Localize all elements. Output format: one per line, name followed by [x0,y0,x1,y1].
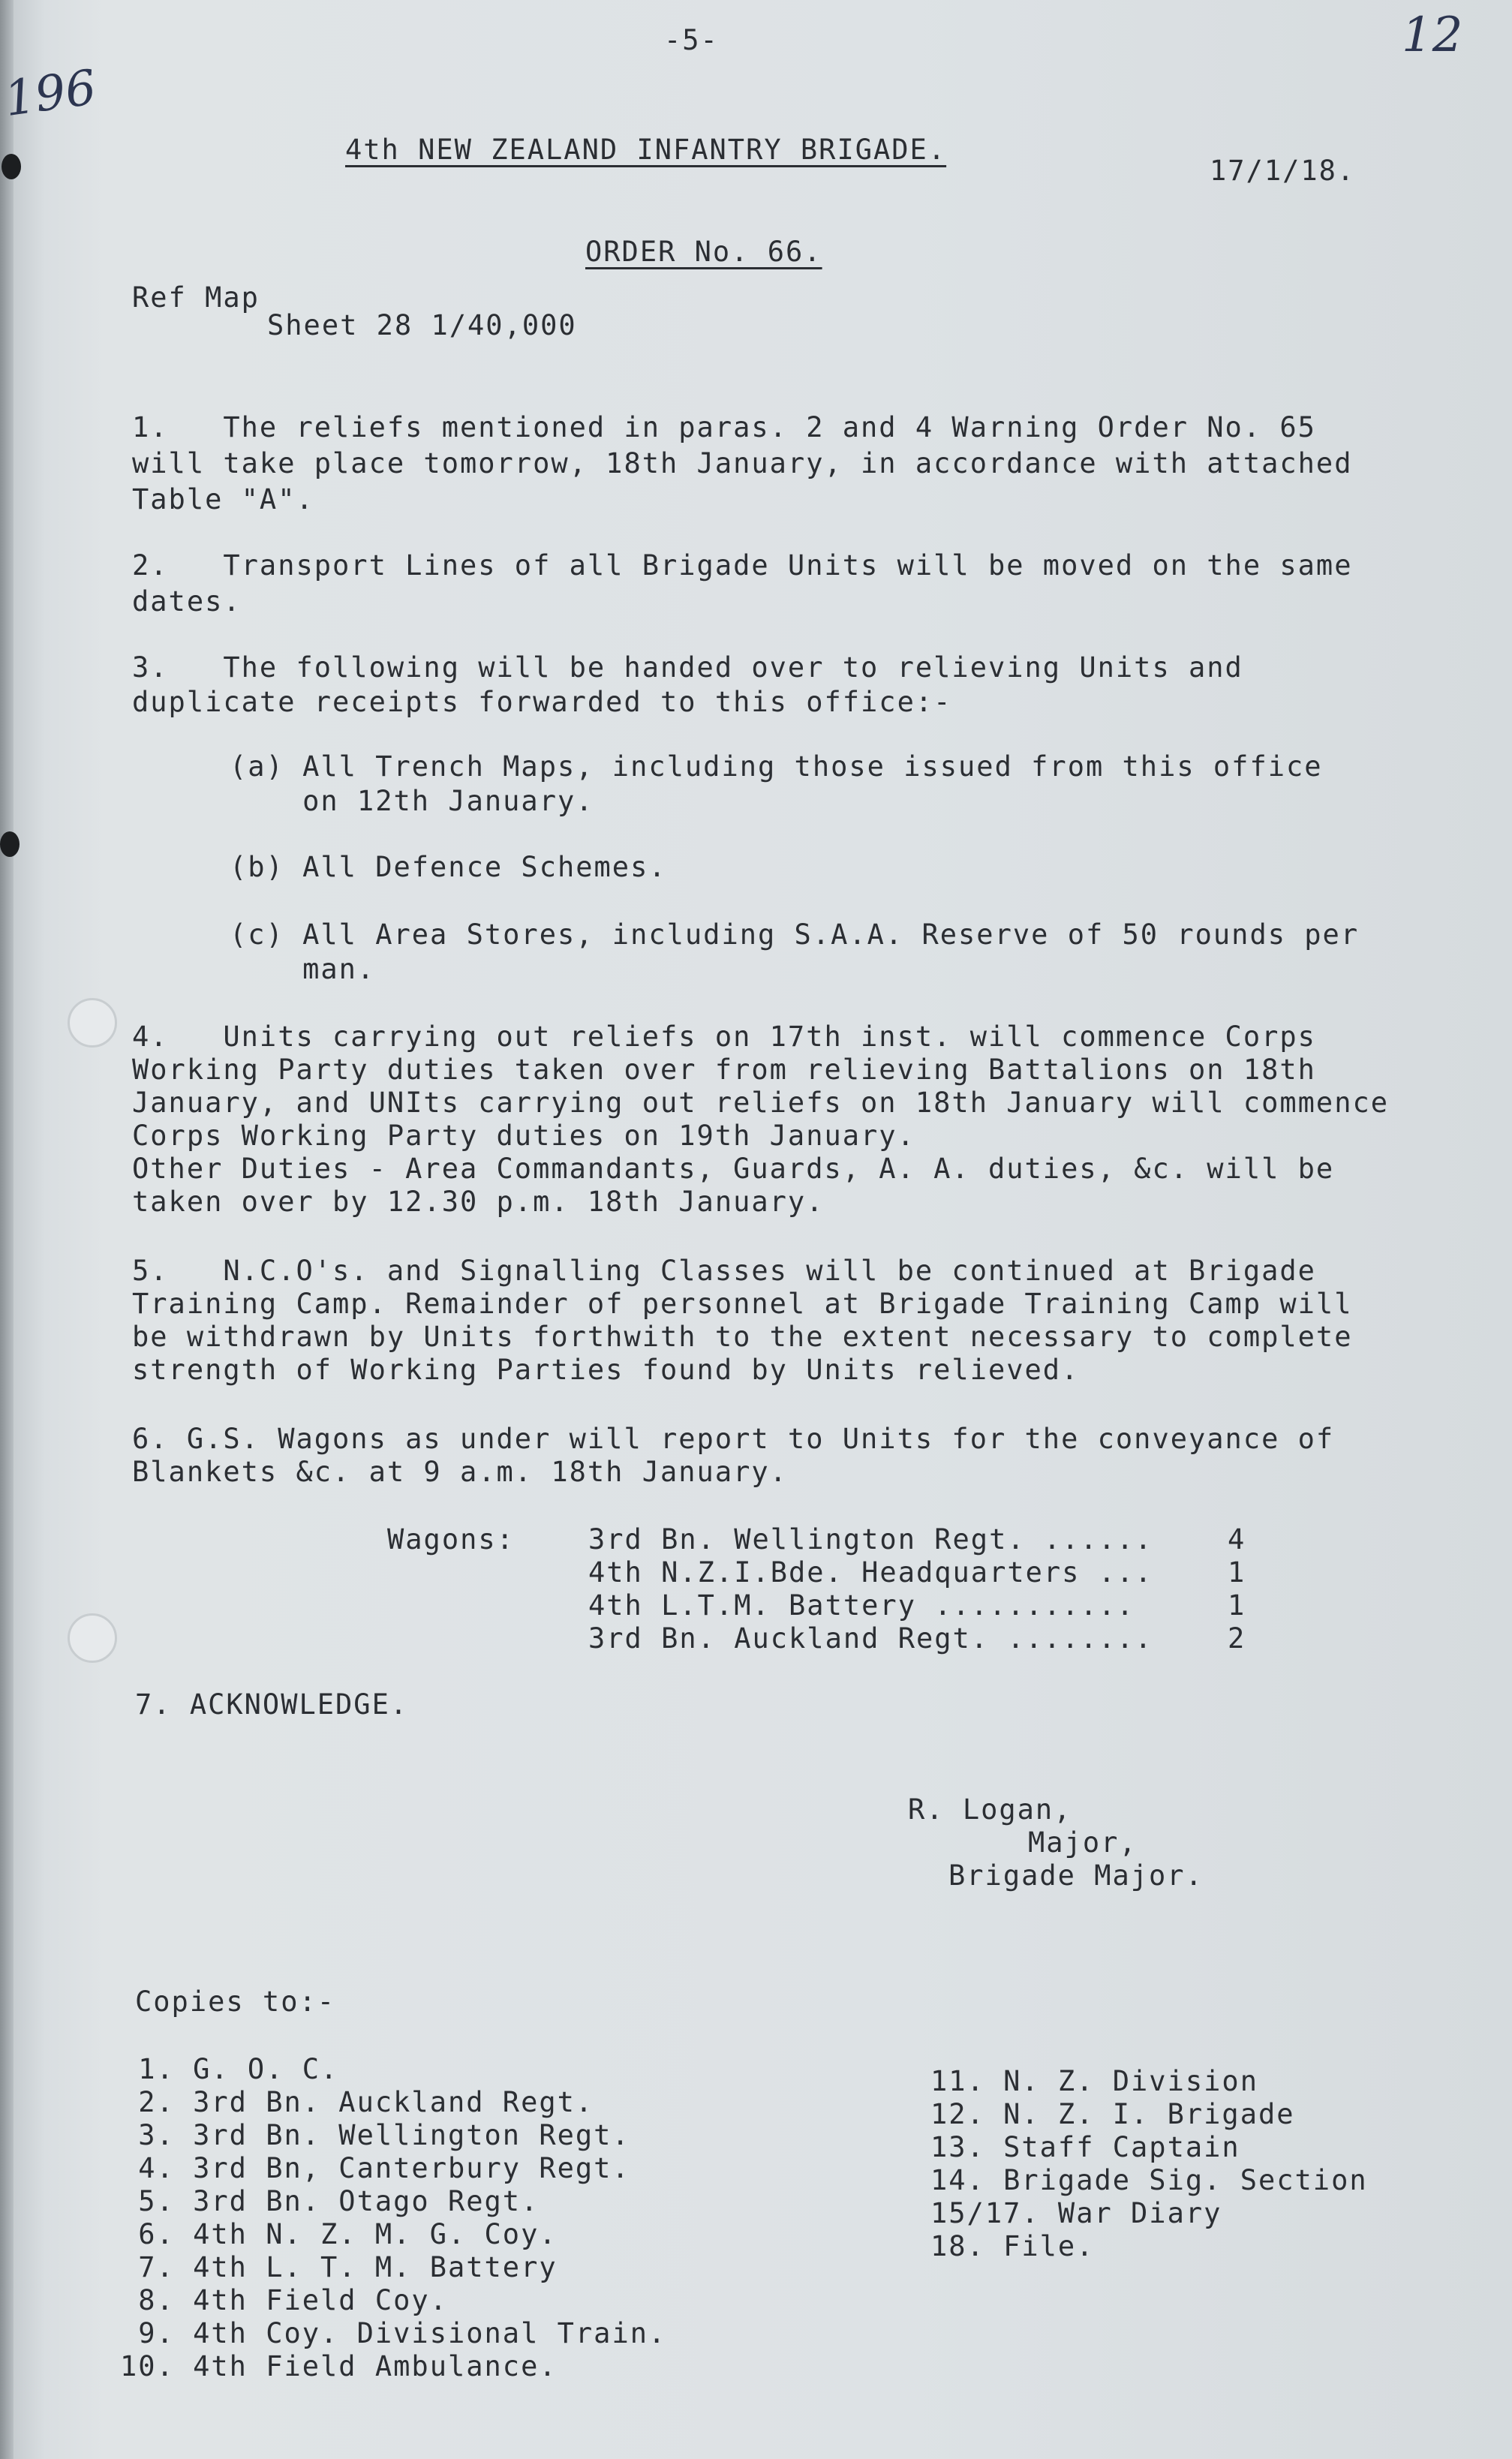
ref-map-sheet: Sheet 28 1/40,000 [267,309,577,341]
text-line: January, and UNIts carrying out reliefs on 18th January will commence [132,1087,1390,1119]
list-item: 15/17. War Diary [930,2197,1222,2229]
punch-hole [68,1613,117,1663]
paragraph-7: 7. ACKNOWLEDGE. [135,1688,409,1721]
text-line: (a) All Trench Maps, including those issued from this office [230,750,1323,783]
wagon-count: 1 [1228,1589,1246,1622]
list-item: 7. 4th L. T. M. Battery [120,2251,558,2283]
list-item: 11. N. Z. Division [930,2065,1258,2097]
list-item: 8. 4th Field Coy. [120,2284,448,2316]
page-number: -5- [664,24,719,56]
text-line: Table "A". [132,483,314,516]
list-item: 12. N. Z. I. Brigade [930,2098,1295,2130]
text-line: taken over by 12.30 p.m. 18th January. [132,1186,825,1218]
text-line: 3. The following will be handed over to relieving Units and [132,651,1243,684]
ref-map-label: Ref Map [132,281,260,314]
wagon-count: 2 [1228,1622,1246,1655]
order-title: ORDER No. 66. [585,236,822,268]
wagon-unit: 3rd Bn. Wellington Regt. ...... [588,1523,1153,1556]
text-line: on 12th January. [230,785,594,817]
binding-edge [0,0,14,2459]
wagon-count: 1 [1228,1556,1246,1589]
list-item: 4. 3rd Bn, Canterbury Regt. [120,2152,630,2184]
list-item: 6. 4th N. Z. M. G. Coy. [120,2218,558,2250]
order-date: 17/1/18. [1210,155,1356,187]
text-line: 1. The reliefs mentioned in paras. 2 and 4 Warning Order No. 65 [132,411,1316,443]
signature-role: Brigade Major. [948,1859,1204,1892]
list-item: 5. 3rd Bn. Otago Regt. [120,2185,540,2217]
binding-hole [0,831,20,857]
unit-heading: 4th NEW ZEALAND INFANTRY BRIGADE. [345,134,947,166]
text-line: 6. G.S. Wagons as under will report to Units for the conveyance of [132,1423,1335,1455]
wagon-unit: 4th L.T.M. Battery ........... [588,1589,1135,1622]
text-line: 5. N.C.O's. and Signalling Classes will be continued at Brigade [132,1255,1316,1287]
text-line: Working Party duties taken over from relieving Battalions on 18th [132,1054,1316,1086]
list-item: 2. 3rd Bn. Auckland Regt. [120,2086,594,2118]
signature-rank: Major, [1028,1826,1138,1859]
text-line: Blankets &c. at 9 a.m. 18th January. [132,1456,788,1488]
wagon-unit: 3rd Bn. Auckland Regt. ........ [588,1622,1153,1655]
text-line: man. [230,953,376,985]
list-item: 18. File. [930,2230,1095,2262]
text-line: 2. Transport Lines of all Brigade Units will be moved on the same [132,549,1353,582]
list-item: 10. 4th Field Ambulance. [120,2350,558,2382]
text-line: be withdrawn by Units forthwith to the extent necessary to complete [132,1321,1353,1353]
text-line: Other Duties - Area Commandants, Guards, A. A. duties, &c. will be [132,1153,1335,1185]
text-line: dates. [132,585,242,618]
text-line: (c) All Area Stores, including S.A.A. Reserve of 50 rounds per [230,918,1360,951]
wagon-unit: 4th N.Z.I.Bde. Headquarters ... [588,1556,1153,1589]
text-line: strength of Working Parties found by Units relieved. [132,1354,1080,1386]
text-line: duplicate receipts forwarded to this office:- [132,686,952,718]
copies-heading: Copies to:- [135,1986,336,2018]
binding-hole [2,154,21,179]
list-item: 14. Brigade Sig. Section [930,2164,1368,2196]
margin-note-left: 196 [1,59,100,128]
text-line: Training Camp. Remainder of personnel at Brigade Training Camp will [132,1288,1353,1320]
text-line: Corps Working Party duties on 19th January. [132,1120,915,1152]
wagons-label: Wagons: [387,1523,515,1556]
signature-name: R. Logan, [908,1793,1072,1826]
wagon-count: 4 [1228,1523,1246,1556]
text-line: 4. Units carrying out reliefs on 17th inst. will commence Corps [132,1021,1316,1053]
text-line: (b) All Defence Schemes. [230,851,667,883]
margin-note-right: 12 [1402,8,1463,63]
list-item: 3. 3rd Bn. Wellington Regt. [120,2119,630,2151]
punch-hole [68,998,117,1048]
list-item: 13. Staff Captain [930,2131,1240,2163]
text-line: will take place tomorrow, 18th January, in accordance with attached [132,447,1353,479]
list-item: 9. 4th Coy. Divisional Train. [120,2317,667,2349]
list-item: 1. G. O. C. [120,2053,339,2085]
